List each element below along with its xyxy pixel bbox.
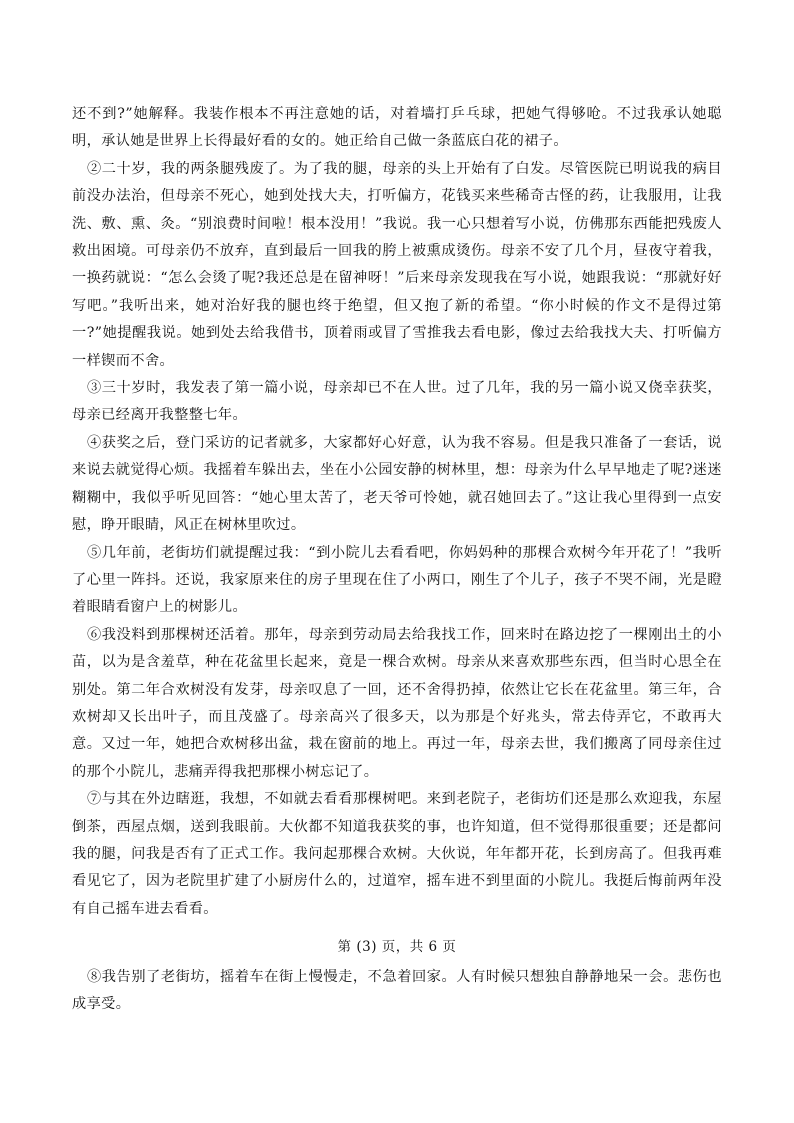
paragraph-4: ④获奖之后，登门采访的记者就多，大家都好心好意，认为我不容易。但是我只准备了一套话，说来说去就觉得心烦。我摇着车躲出去，坐在小公园安静的树林里，想：母亲为什么早早地走了呢?迷迷糊糊中，我似乎听见回答：“她心里太苦了，老天爷可怜她，就召她回去了。”这让我心里得到一点安慰，睁开眼睛，风正在树林里吹过。	[72, 434, 722, 534]
paragraph-7: ⑦与其在外边瞎逛，我想，不如就去看看那棵树吧。来到老院子，老街坊们还是那么欢迎我，东屋倒茶，西屋点烟，送到我眼前。大伙都不知道我获奖的事，也许知道，但不觉得那很重要；还是都问我的腿，问我是否有了正式工作。我问起那棵合欢树。大伙说，年年都开花，长到房高了。但我再难看见它了，因为老院里扩建了小厨房什么的，过道窄，摇车进不到里面的小院儿。我挺后悔前两年没有自己摇车进去看看。	[72, 791, 722, 917]
paragraph-3: ③三十岁时，我发表了第一篇小说，母亲却已不在人世。过了几年，我的另一篇小说又侥幸获奖，母亲已经离开我整整七年。	[72, 380, 722, 424]
paragraph-continued: 还不到?”她解释。我装作根本不再注意她的话，对着墙打乒乓球，把她气得够呛。不过我承认她聪明，承认她是世界上长得最好看的女的。她正给自己做一条蓝底白花的裙子。	[72, 106, 722, 150]
paragraph-2: ②二十岁，我的两条腿残废了。为了我的腿，母亲的头上开始有了白发。尽管医院已明说我的病目前没办法治，但母亲不死心，她到处找大夫，打听偏方，花钱买来些稀奇古怪的药，让我服用，让我洗、敷、熏、灸。“别浪费时间啦！根本没用！”我说。我一心只想着写小说，仿佛那东西能把残废人救出困境。可母亲仍不放弃，直到最后一回我的胯上被熏成烫伤。母亲不安了几个月，昼夜守着我，一换药就说：“怎么会烫了呢?我还总是在留神呀！”后来母亲发现我在写小说，她跟我说：“那就好好写吧。”我听出来，她对治好我的腿也终于绝望，但又抱了新的希望。“你小时候的作文不是得过第一?”她提醒我说。她到处去给我借书，顶着雨或冒了雪推我去看电影，像过去给我找大夫、打听偏方一样锲而不舍。	[72, 160, 722, 369]
paragraph-8: ⑧我告别了老街坊，摇着车在街上慢慢走，不急着回家。人有时候只想独自静静地呆一会。悲伤也成享受。	[72, 969, 722, 1013]
next-page-text	[72, 964, 722, 1019]
paragraph-5: ⑤几年前，老街坊们就提醒过我：“到小院儿去看看吧，你妈妈种的那棵合欢树今年开花了！”我听了心里一阵抖。还说，我家原来住的房子里现在住了小两口，刚生了个儿子，孩子不哭不闹，光是瞪着眼睛看窗户上的树影儿。	[72, 544, 722, 616]
paragraph-6: ⑥我没料到那棵树还活着。那年，母亲到劳动局去给我找工作，回来时在路边挖了一棵刚出土的小苗，以为是含羞草，种在花盆里长起来，竟是一棵合欢树。母亲从来喜欢那些东西，但当时心思全在别处。第二年合欢树没有发芽，母亲叹息了一回，还不舍得扔掉，依然让它长在花盆里。第三年，合欢树却又长出叶子，而且茂盛了。母亲高兴了很多天，以为那是个好兆头，常去侍弄它，不敢再大意。又过一年，她把合欢树移出盆，栽在窗前的地上。再过一年，母亲去世，我们搬离了同母亲住过的那个小院儿，悲痛弄得我把那棵小树忘记了。	[72, 626, 722, 780]
main-text	[72, 101, 722, 923]
page-number-footer: 第 (3) 页，共 6 页	[337, 939, 457, 955]
